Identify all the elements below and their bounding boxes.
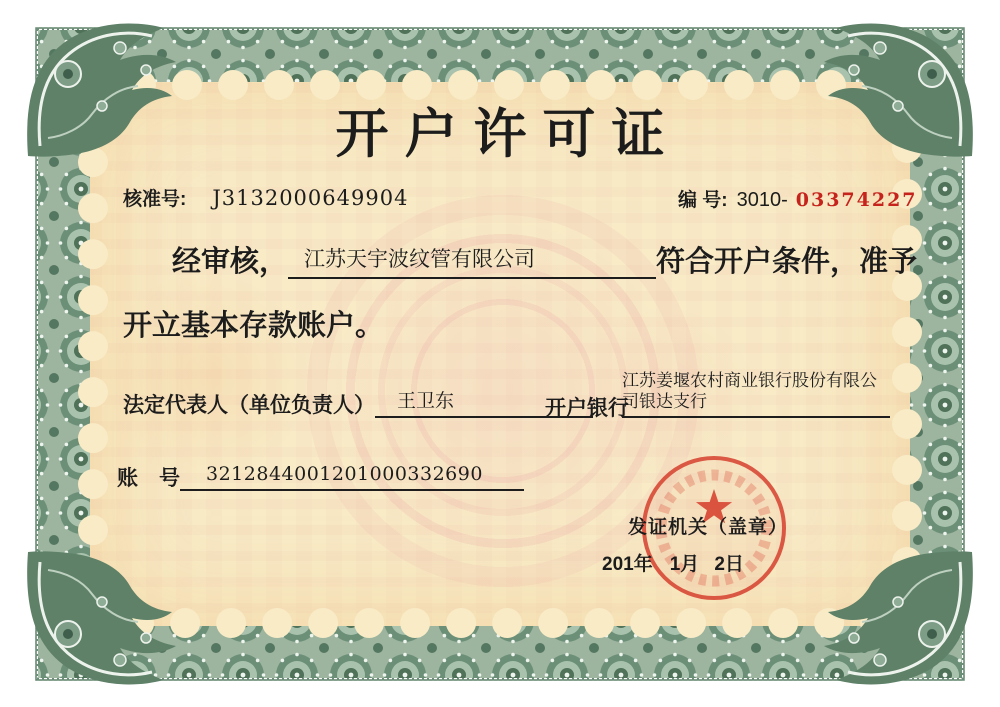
issuer-label: 发证机关（盖章）: [628, 517, 789, 538]
company-name: 江苏天宇波纹管有限公司: [288, 243, 656, 279]
serial-number-prefix: 3010-: [736, 189, 788, 211]
approval-number-label: 核准号:: [123, 189, 187, 210]
date-year-unit: 年: [633, 554, 653, 575]
serial-number-row: [678, 185, 918, 212]
statement-line1: [172, 243, 917, 279]
approval-number-value: J3132000649904: [212, 186, 409, 210]
serial-number-value: 03374227: [795, 189, 918, 211]
bank-label: 开户银行: [545, 397, 629, 420]
serial-number-label: 编 号:: [678, 190, 728, 211]
legal-representative-row: [123, 386, 593, 418]
legal-representative-label: 法定代表人（单位负责人）: [123, 393, 375, 417]
issue-date: [602, 549, 744, 576]
account-number-label: 账 号: [117, 466, 180, 490]
statement-suffix: 符合开户条件，准予: [656, 245, 918, 278]
date-year: 201: [602, 554, 634, 575]
legal-representative-name: 王卫东: [375, 386, 593, 418]
certificate-title: 开户许可证: [335, 103, 681, 165]
date-day: 2: [714, 554, 725, 575]
date-month: 1: [669, 554, 681, 575]
account-number-value: 3212844001201000332690: [180, 463, 524, 491]
date-day-unit: 日: [724, 554, 744, 575]
approval-number-row: [123, 184, 408, 211]
date-month-unit: 月: [680, 554, 700, 575]
bank-name: 江苏姜堰农村商业银行股份有限公司银达支行: [622, 371, 890, 418]
statement-line2: 开立基本存款账户。: [123, 310, 385, 342]
statement-prefix: 经审核，: [172, 245, 289, 278]
account-number-row: [117, 463, 524, 491]
